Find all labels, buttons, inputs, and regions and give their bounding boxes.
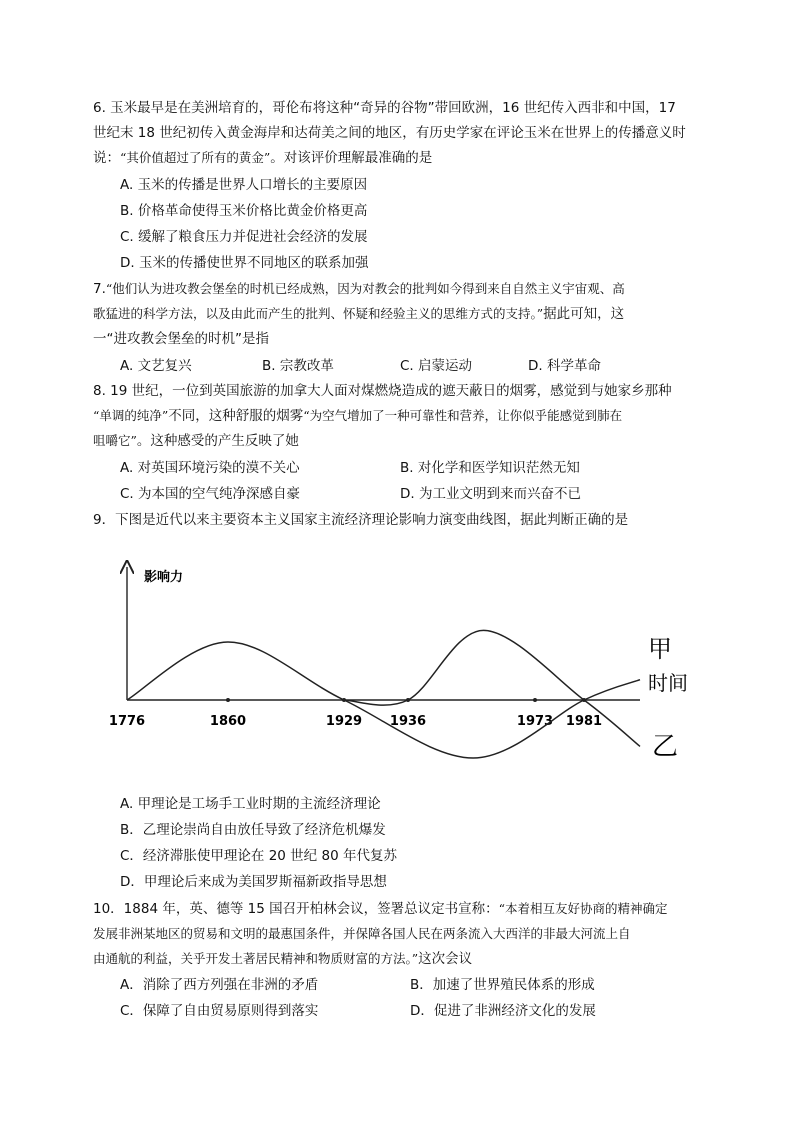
q10-option-b[interactable]: B．加速了世界殖民体系的形成 xyxy=(410,977,595,993)
q7-line-1-pre: 7. xyxy=(93,281,106,297)
x-tick-mark xyxy=(533,698,537,702)
x-tick-mark xyxy=(226,698,230,702)
q10-line-1 xyxy=(93,899,668,919)
q8-option-b[interactable]: B. 对化学和医学知识茫然无知 xyxy=(400,460,580,476)
q6-line-1: 6. 玉米最早是在美洲培育的，哥伦布将这种“奇异的谷物”带回欧洲，16 世纪传入西非和中国，17 xyxy=(93,100,676,116)
x-tick-label: 1936 xyxy=(389,714,427,729)
q9-option-b[interactable]: B．乙理论崇尚自由放任导致了经济危机爆发 xyxy=(120,822,386,838)
q6-line-3-post: 。对该评价理解最准确的是 xyxy=(270,150,433,166)
x-tick-label: 1776 xyxy=(108,714,146,729)
q7-line-3: 一“进攻教会堡垒的时机”是指 xyxy=(93,331,269,347)
q10-line-1-pre: 10．1884 年，英、德等 15 国召开柏林会议，签署总议定书宣称： xyxy=(93,901,499,917)
q7-quote-2: 歌猛进的科学方法，以及由此而产生的批判、怀疑和经验主义的思维方式的支持。” xyxy=(93,306,544,321)
q9-line-1: 9．下图是近代以来主要资本主义国家主流经济理论影响力演变曲线图，据此判断正确的是 xyxy=(93,512,629,528)
q8-quote-3: 咀嚼它” xyxy=(93,433,137,448)
q7-line-2-post: 据此可知，这 xyxy=(543,306,625,322)
q7-option-b[interactable]: B. 宗教改革 xyxy=(262,358,334,374)
q6-line-3-pre: 说： xyxy=(93,150,120,166)
x-tick-label: 1929 xyxy=(325,714,363,729)
q6-option-d[interactable]: D. 玉米的传播使世界不同地区的联系加强 xyxy=(120,255,369,271)
q10-quote-2: 发展非洲某地区的贸易和文明的最惠国条件，并保障各国人民在两条流入大西洋的非最大河流上自 xyxy=(93,926,631,941)
x-tick-label: 1981 xyxy=(565,714,603,729)
q8-line-3-post: 。这种感受的产生反映了她 xyxy=(136,433,299,449)
q10-option-d[interactable]: D．促进了非洲经济文化的发展 xyxy=(410,1003,596,1019)
q10-option-c[interactable]: C．保障了自由贸易原则得到落实 xyxy=(120,1003,319,1019)
q8-option-a[interactable]: A. 对英国环境污染的漠不关心 xyxy=(120,460,300,476)
q9-option-d[interactable]: D．甲理论后来成为美国罗斯福新政指导思想 xyxy=(120,874,387,890)
q10-line-3-post: 这次会议 xyxy=(418,951,473,967)
x-tick-label: 1973 xyxy=(516,714,554,729)
q6-quote: “其价值超过了所有的黄金” xyxy=(120,150,271,165)
q9-option-a[interactable]: A. 甲理论是工场手工业时期的主流经济理论 xyxy=(120,796,381,812)
q7-line-2 xyxy=(93,304,624,324)
q7-option-c[interactable]: C. 启蒙运动 xyxy=(400,358,473,374)
series-yi-label: 乙 xyxy=(652,732,679,762)
q6-option-c[interactable]: C. 缓解了粮食压力并促进社会经济的发展 xyxy=(120,229,368,245)
q6-option-a[interactable]: A. 玉米的传播是世界人口增长的主要原因 xyxy=(120,177,368,193)
q8-quote-2: “为空气增加了一种可靠性和营养，让你似乎能感觉到肺在 xyxy=(303,408,623,423)
q9-option-c[interactable]: C．经济滞胀使甲理论在 20 世纪 80 年代复苏 xyxy=(120,848,397,864)
q10-line-2 xyxy=(93,924,631,944)
q8-line-1: 8. 19 世纪，一位到英国旅游的加拿大人面对煤燃烧造成的遮天蔽日的烟雾，感觉到与她家乡那种 xyxy=(93,383,672,399)
q6-line-2: 世纪末 18 世纪初传入黄金海岸和达荷美之间的地区，有历史学家在评论玉米在世界上的传播意义时 xyxy=(93,125,686,141)
x-axis-label: 时间 xyxy=(648,671,688,695)
x-ticks xyxy=(109,698,602,729)
q6-line-3 xyxy=(93,148,432,168)
q8-option-d[interactable]: D. 为工业文明到来而兴奋不已 xyxy=(400,486,581,502)
influence-chart xyxy=(100,555,720,785)
q8-line-2 xyxy=(93,406,622,426)
y-axis-label: 影响力 xyxy=(144,570,184,585)
x-tick-label: 1860 xyxy=(209,714,247,729)
q7-quote-1: “他们认为进攻教会堡垒的时机已经成熟，因为对教会的批判如今得到来自自然主义宇宙观、高 xyxy=(105,281,625,296)
q8-quote-1: “单调的纯净” xyxy=(93,408,169,423)
q7-option-a[interactable]: A. 文艺复兴 xyxy=(120,358,192,374)
q10-line-3 xyxy=(93,949,472,969)
q10-option-a[interactable]: A．消除了西方列强在非洲的矛盾 xyxy=(120,977,319,993)
q8-line-3 xyxy=(93,431,299,451)
q7-line-1 xyxy=(93,279,625,299)
q8-option-c[interactable]: C. 为本国的空气纯净深感自豪 xyxy=(120,486,301,502)
q8-line-2-mid: 不同，这种舒服的烟雾 xyxy=(168,408,304,424)
q10-quote-1: “本着相互友好协商的精神确定 xyxy=(498,901,668,916)
series-yi-curve xyxy=(344,630,640,746)
series-jia-label: 甲 xyxy=(648,635,672,663)
q7-option-d[interactable]: D. 科学革命 xyxy=(528,358,601,374)
q6-option-b[interactable]: B. 价格革命使得玉米价格比黄金价格更高 xyxy=(120,203,368,219)
q10-quote-3: 由通航的利益，关乎开发土著居民精神和物质财富的方法。” xyxy=(93,951,419,966)
